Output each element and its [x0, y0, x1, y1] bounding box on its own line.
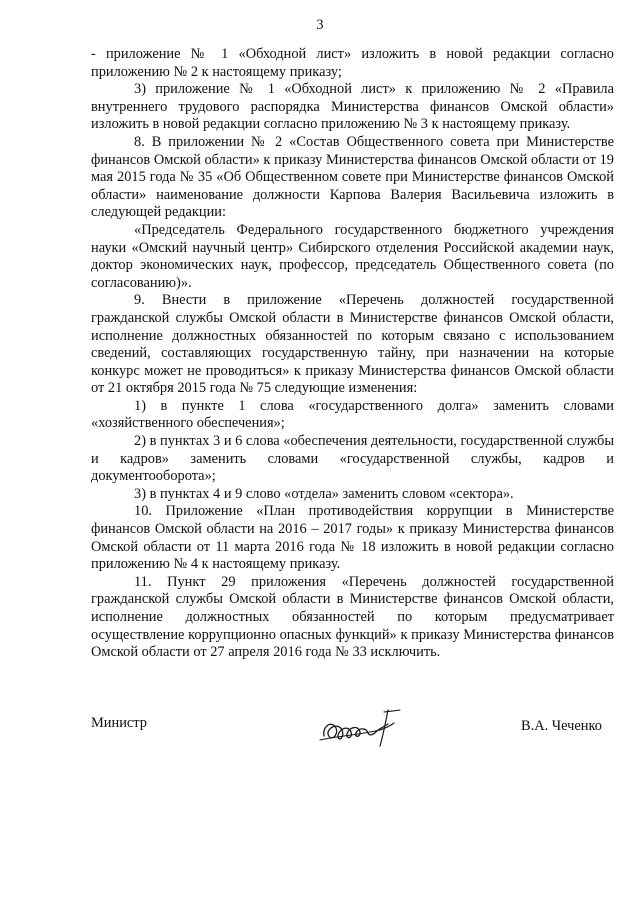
paragraph-9-item-2: 2) в пунктах 3 и 6 слова «обеспечения деятельности, государственной службы и кадров» заменить словами «государственной службы, кадров и документооборота»; [91, 433, 614, 485]
paragraph-11: 11. Пункт 29 приложения «Перечень должностей государственной гражданской службы Омской области в Министерстве финансов Омской области, исполнение должностных обязанностей по которым предусматривает осуществление коррупционно опасных функций» к приказу Министерства финансов Омской области от 27 апреля 2016 года № 33 исключить. [91, 573, 614, 661]
paragraph-appendix-1: - приложение № 1 «Обходной лист» изложить в новой редакции согласно приложению № 2 к настоящему приказу; [91, 46, 614, 80]
paragraph-8: 8. В приложении № 2 «Состав Общественного совета при Министерстве финансов Омской области» к приказу Министерства финансов Омской области от 19 мая 2015 года № 35 «Об Общественном совете при Министерстве финансов Омской области» наименование должности Карпова Валерия Васильевича изложить в следующей редакции: [91, 133, 614, 221]
paragraph-9-item-3: 3) в пунктах 4 и 9 слово «отдела» заменить словом «сектора». [134, 485, 514, 502]
paragraph-8-quote: «Председатель Федерального государственного бюджетного учреждения науки «Омский научный центр» Сибирского отделения Российской академии наук, доктор экономических наук, профессор, председатель Общественного совета (по согласованию)». [91, 221, 614, 291]
document-body [91, 46, 614, 662]
paragraph-10: 10. Приложение «План противодействия коррупции в Министерстве финансов Омской области на 2016 – 2017 годы» к приказу Министерства финансов Омской области от 11 марта 2016 года № 18 изложить в новой редакции согласно приложению № 4 к настоящему приказу. [91, 503, 614, 573]
page-number: 3 [316, 17, 324, 33]
paragraph-9-item-1: 1) в пункте 1 слова «государственного долга» заменить словами «хозяйственного обеспечения»; [91, 397, 614, 432]
paragraph-9: 9. Внести в приложение «Перечень должностей государственной гражданской службы Омской области в Министерстве финансов Омской области, исполнение должностных обязанностей по которым связано с использованием сведений, составляющих государственную тайну, при назначении на которые конкурс может не проводиться» к приказу Министерства финансов Омской области от 21 октября 2015 года № 75 следующие изменения: [91, 292, 614, 397]
signatory-title: Министр [91, 715, 147, 731]
signatory-name: В.А. Чеченко [521, 718, 602, 734]
handwritten-signature [318, 706, 402, 750]
paragraph-item-3: 3) приложение № 1 «Обходной лист» к приложению № 2 «Правила внутреннего трудового распорядка Министерства финансов Омской области» изложить в новой редакции согласно приложению № 3 к настоящему приказу. [91, 81, 614, 133]
